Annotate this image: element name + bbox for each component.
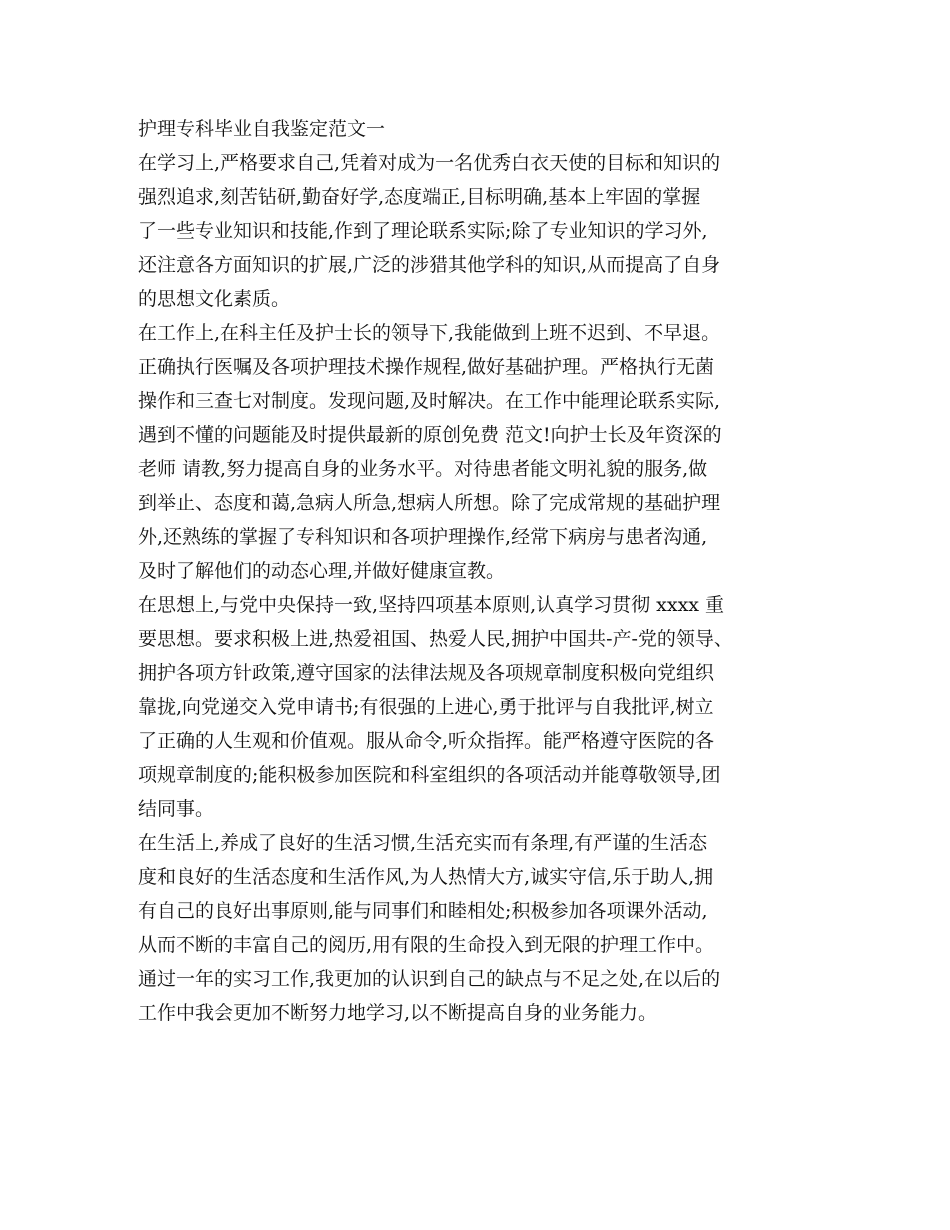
text-line: 在学习上,严格要求自己,凭着对成为一名优秀白衣天使的目标和知识的 [138, 152, 721, 174]
paragraph-conclusion [138, 962, 818, 1030]
paragraph-work [138, 316, 818, 588]
text-line: 项规章制度的;能积极参加医院和科室组织的各项活动并能尊敬领导,团 [138, 764, 721, 786]
text-line: 度和良好的生活态度和生活作风,为人热情大方,诚实守信,乐于助人,拥 [138, 866, 714, 888]
text-line: 了一些专业知识和技能,作到了理论联系实际;除了专业知识的学习外, [138, 220, 708, 242]
text-line: 了正确的人生观和价值观。服从命令,听众指挥。能严格遵守医院的各 [138, 730, 715, 752]
text-line: 到举止、态度和蔼,急病人所急,想病人所想。除了完成常规的基础护理 [138, 492, 721, 514]
document-title: 护理专科毕业自我鉴定范文一 [138, 118, 386, 140]
text-line: 在工作上,在科主任及护士长的领导下,我能做到上班不迟到、不早退。 [138, 322, 721, 344]
text-line: 正确执行医嘱及各项护理技术操作规程,做好基础护理。严格执行无菌 [138, 356, 715, 378]
text-line: 工作中我会更加不断努力地学习,以不断提高自身的业务能力。 [138, 1002, 658, 1024]
text-line: 拥护各项方针政策,遵守国家的法律法规及各项规章制度积极向党组织 [138, 662, 715, 684]
text-line: 操作和三查七对制度。发现问题,及时解决。在工作中能理论联系实际, [138, 390, 721, 412]
paragraph-life [138, 826, 818, 962]
text-line: 在生活上,养成了良好的生活习惯,生活充实而有条理,有严谨的生活态 [138, 832, 708, 854]
text-line: 通过一年的实习工作,我更加的认识到自己的缺点与不足之处,在以后的 [138, 968, 721, 990]
text-line: 及时了解他们的动态心理,并做好健康宣教。 [138, 560, 506, 582]
text-line: 还注意各方面知识的扩展,广泛的涉猎其他学科的知识,从而提高了自身 [138, 254, 721, 276]
paragraph-study [138, 146, 818, 316]
document-body [138, 112, 818, 1030]
text-line: 要思想。要求积极上进,热爱祖国、热爱人民,拥护中国共-产-党的领导、 [138, 628, 733, 650]
text-line: 老师 请教,努力提高自身的业务水平。对待患者能文明礼貌的服务,做 [138, 458, 708, 480]
text-line: 的思想文化素质。 [138, 288, 291, 310]
paragraph-thought [138, 588, 818, 826]
text-line: 有自己的良好出事原则,能与同事们和睦相处;积极参加各项课外活动, [138, 900, 708, 922]
text-line: 遇到不懂的问题能及时提供最新的原创免费 范文!向护士长及年资深的 [138, 424, 722, 446]
text-line: 从而不断的丰富自己的阅历,用有限的生命投入到无限的护理工作中。 [138, 934, 715, 956]
text-line: 结同事。 [138, 798, 215, 820]
text-line: 外,还熟练的掌握了专科知识和各项护理操作,经常下病房与患者沟通, [138, 526, 708, 548]
text-line: 在思想上,与党中央保持一致,坚持四项基本原则,认真学习贯彻 xxxx 重 [138, 594, 725, 616]
text-line: 靠拢,向党递交入党申请书;有很强的上进心,勇于批评与自我批评,树立 [138, 696, 714, 718]
text-line: 强烈追求,刻苦钻研,勤奋好学,态度端正,目标明确,基本上牢固的掌握 [138, 186, 701, 208]
